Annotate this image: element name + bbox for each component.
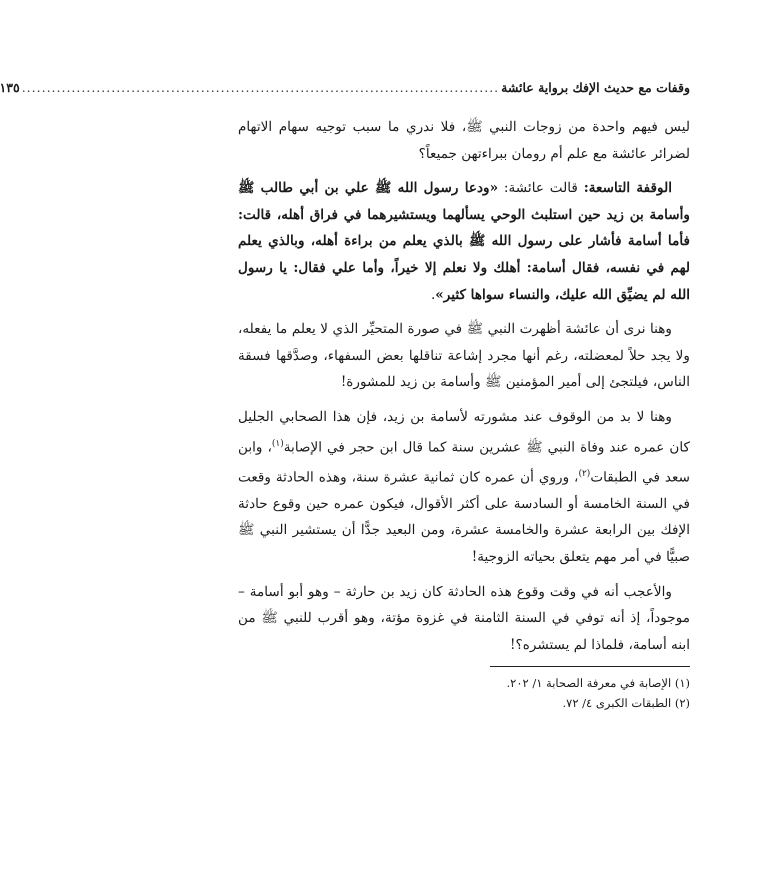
paragraph-3 <box>238 316 690 396</box>
book-page <box>0 78 690 713</box>
paragraph-1-text: ليس فيهم واحدة من زوجات النبي ﷺ، فلا ندري ما سبب توجيه سهام الاتهام لضرائر عائشة مع علم أم رومان ببراءتهن جميعاً؟ <box>238 119 690 162</box>
leader-dots: ................................................................................................ <box>21 80 500 95</box>
paragraph-4-text-a: وهنا لا بد من الوقوف عند مشورته لأسامة بن زيد، فإن هذا الصحابي الجليل كان عمره عند وفاة النبي ﷺ عشرين سنة كما قال ابن حجر في الإصابة <box>238 408 690 456</box>
footnote-2: (٢) الطبقات الكبرى ٤/ ٧٢. <box>562 696 690 711</box>
footnote-divider <box>490 666 690 667</box>
paragraph-5 <box>238 579 690 659</box>
hadith-quote: «ودعا رسول الله ﷺ علي بن أبي طالب ﷺ وأسامة بن زيد حين استلبث الوحي يسألهما ويستشيرهما في فراق أهله، قالت: فأما أسامة فأشار على رسول الله ﷺ بالذي يعلم من براءة أهله، وبالذي يعلم لهم في نفسه، فقال أسامة: أهلك ولا نعلم إلا خيراً، وأما علي فقال: يا رسول الله لم يضيِّق الله عليك، والنساء سواها كثير» <box>238 180 690 303</box>
paragraph-3-text: وهنا نرى أن عائشة أظهرت النبي ﷺ في صورة المتحيِّر الذي لا يعلم ما يفعله، ولا يجد حلاً لمعضلته، رغم أنها مجرد إشاعة تناقلها بعض السفهاء، وصدَّقها فسقة الناس، فيلتجئ إلى أمير المؤمنين ﷺ وأسامة بن زيد للمشورة! <box>238 321 690 391</box>
footnote-ref-2[interactable]: (٢) <box>578 468 591 479</box>
section-heading-ninth-stop: الوقفة التاسعة: <box>583 180 672 197</box>
footnote-1: (١) الإصابة في معرفة الصحابة ١/ ٢٠٢. <box>506 676 690 691</box>
paragraph-2-end: . <box>430 286 436 303</box>
paragraph-5-text: والأعجب أنه في وقت وقوع هذه الحادثة كان زيد بن حارثة – وهو أبو أسامة – موجوداً، إذ أنه توفي في السنة الثامنة في غزوة مؤتة، وهو أقرب للنبي ﷺ من ابنه أسامة، فلماذا لم يستشره؟! <box>238 583 690 653</box>
paragraph-4-text-b: ، وابن سعد في الطبقات <box>238 439 690 486</box>
paragraph-1 <box>238 114 690 167</box>
paragraph-4 <box>238 404 690 571</box>
running-title: وقفات مع حديث الإفك برواية عائشة <box>501 80 690 95</box>
running-header <box>0 78 690 98</box>
page-number: ١٣٥ <box>0 80 20 95</box>
footnote-ref-1[interactable]: (١) <box>271 438 284 449</box>
paragraph-2-intro: قالت عائشة: <box>498 180 584 197</box>
paragraph-2 <box>238 175 690 308</box>
paragraph-4-text-c: ، وروي أن عمره كان ثمانية عشرة سنة، وهذه الحادثة وقعت في السنة الخامسة أو السادسة على أكثر الأقوال، فيكون عمره حين وقوع حادثة الإفك بين الرابعة عشرة والخامسة عشرة، ومن البعيد جدًّا أن يستشير النبي ﷺ صبيًّا في أمر مهم يتعلق بحياته الزوجية! <box>238 469 690 565</box>
